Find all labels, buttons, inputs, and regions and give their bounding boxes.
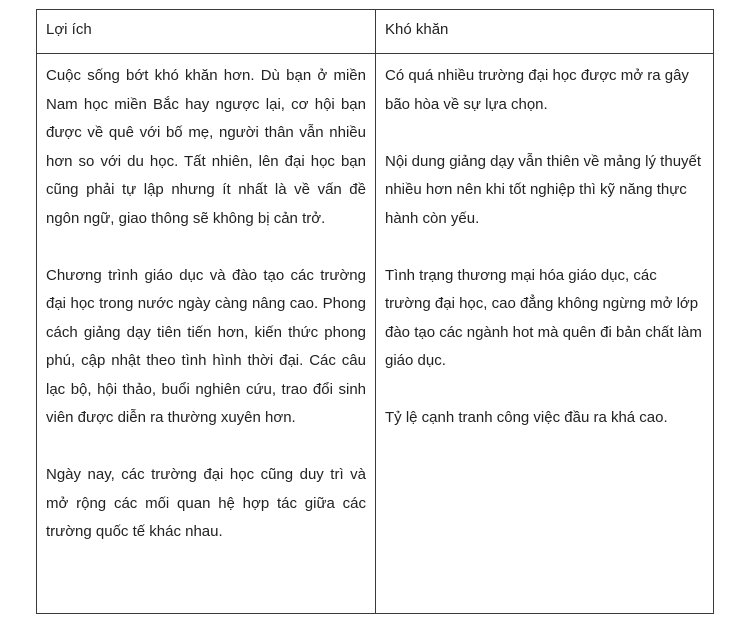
benefit-paragraph: Cuộc sống bớt khó khăn hơn. Dù bạn ở miền Nam học miền Bắc hay ngược lại, cơ hội bạn được về quê với bố mẹ, người thân vẫn nhiều hơn so với du học. Tất nhiên, lên đại học bạn cũng phải tự lập nhưng ít nhất là về vấn đề ngôn ngữ, giao thông sẽ không bị cản trở. — [46, 67, 366, 227]
benefit-paragraph: Chương trình giáo dục và đào tạo các trường đại học trong nước ngày càng nâng cao. Phong cách giảng dạy tiên tiến hơn, kiến thức phong phú, cập nhật theo tình hình thời đại. Các câu lạc bộ, hội thảo, buổi nghiên cứu, trao đổi sinh viên được diễn ra thường xuyên hơn. — [46, 266, 366, 426]
header-difficulties: Khó khăn — [376, 10, 714, 54]
table-row — [37, 54, 714, 614]
benefit-paragraph: Ngày nay, các trường đại học cũng duy trì và mở rộng các mối quan hệ hợp tác giữa các trường quốc tế khác nhau. — [46, 466, 366, 540]
difficulty-paragraph: Nội dung giảng dạy vẫn thiên về mảng lý thuyết nhiều hơn nên khi tốt nghiệp thì kỹ năng thực hành còn yếu. — [385, 152, 702, 227]
difficulty-paragraph: Tình trạng thương mại hóa giáo dục, các trường đại học, cao đẳng không ngừng mở lớp đào tạo các ngành hot mà quên đi bản chất làm giáo dục. — [385, 266, 702, 369]
difficulty-paragraph: Tỷ lệ cạnh tranh công việc đầu ra khá cao. — [385, 409, 668, 426]
comparison-table — [36, 9, 714, 614]
header-row — [37, 10, 714, 54]
header-benefits: Lợi ích — [37, 10, 376, 54]
benefits-cell — [37, 54, 376, 614]
difficulty-paragraph: Có quá nhiều trường đại học được mở ra gây bão hòa về sự lựa chọn. — [385, 67, 689, 113]
difficulties-cell — [376, 54, 714, 614]
